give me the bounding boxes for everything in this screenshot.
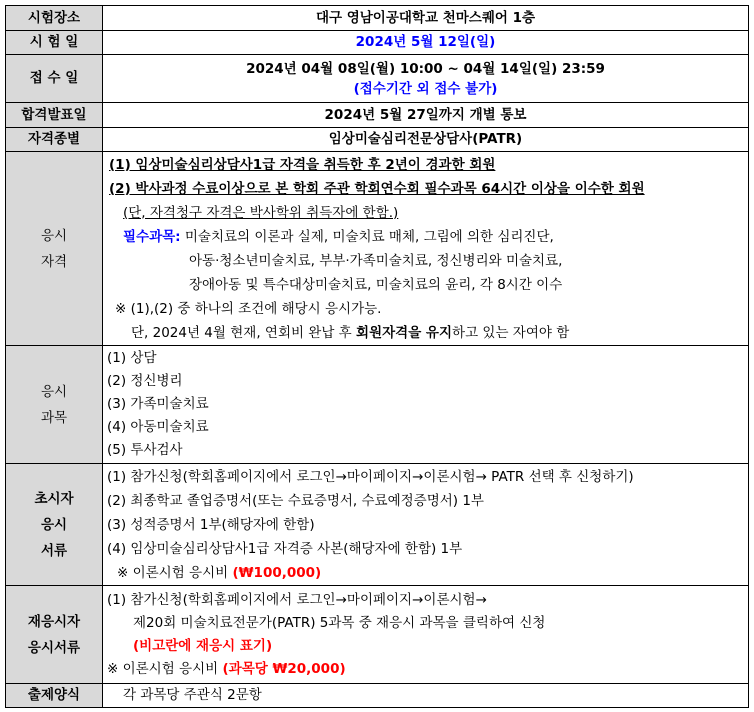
- first-doc-item: (3) 성적증명서 1부(해당자에 한함): [107, 516, 315, 533]
- application-period: 2024년 04월 08일(월) 10:00 ~ 04월 14일(일) 23:59: [246, 60, 605, 77]
- eligibility-label-2: 자격: [40, 253, 68, 270]
- required-subjects-line-1: 미술치료의 이론과 실제, 미술치료 매체, 그림에 의한 심리진단,: [180, 228, 554, 245]
- exam-date-value: 2024년 5월 12일(일): [103, 31, 749, 55]
- required-subjects-line-2: 아동·청소년미술치료, 부부·가족미술치료, 정신병리와 미술치료,: [189, 252, 563, 269]
- eligibility-note-1: ※ (1),(2) 중 하나의 조건에 해당시 응시가능.: [115, 300, 382, 317]
- cert-type-label: 자격종별: [6, 128, 103, 152]
- required-subjects-line-3: 장애아동 및 특수대상미술치료, 미술치료의 윤리, 각 8시간 이수: [189, 276, 563, 293]
- result-value: 2024년 5월 27일까지 개별 통보: [103, 103, 749, 128]
- subjects-label-1: 응시: [40, 383, 68, 400]
- subject-item: (1) 상담: [107, 350, 157, 366]
- first-doc-item: (1) 참가신청(학회홈페이지에서 로그인→마이페이지→이론시험→ PATR 선택 후 신청하기): [107, 468, 634, 485]
- subjects-label-2: 과목: [40, 409, 68, 426]
- format-label: 출제양식: [6, 684, 103, 708]
- exam-date-label: 시 험 일: [6, 31, 103, 55]
- retake-docs-line-3: (비고란에 재응시 표기): [133, 637, 273, 654]
- eligibility-note-2-bold: 회원자격을 유지: [356, 324, 453, 341]
- application-note: (접수기간 외 접수 불가): [353, 80, 498, 97]
- retake-docs-label-2: 응시서류: [27, 639, 81, 656]
- subject-item: (2) 정신병리: [107, 373, 183, 389]
- result-label: 합격발표일: [6, 103, 103, 128]
- cert-type-value: 임상미술심리전문상담사(PATR): [103, 128, 749, 152]
- required-subjects-label: 필수과목:: [123, 228, 181, 245]
- venue-value: 대구 영남이공대학교 천마스퀘어 1층: [103, 6, 749, 31]
- application-label: 접 수 일: [6, 55, 103, 103]
- retake-docs-line-2: 제20회 미술치료전문가(PATR) 5과목 중 재응시 과목을 클릭하여 신청: [133, 614, 546, 631]
- first-doc-item: (2) 최종학교 졸업증명서(또는 수료증명서, 수료예정증명서) 1부: [107, 492, 484, 509]
- eligibility-label-1: 응시: [40, 227, 68, 244]
- first-docs-fee-label: ※ 이론시험 응시비: [117, 564, 233, 581]
- eligibility-item-2: (2) 박사과정 수료이상으로 본 학회 주관 학회연수회 필수과목 64시간 이상을 이수한 회원: [109, 180, 645, 197]
- eligibility-item-2-note: (단, 자격청구 자격은 박사학위 취득자에 한함.): [123, 204, 399, 221]
- eligibility-note-2-post: 하고 있는 자여야 함: [452, 324, 570, 341]
- retake-docs-label-1: 재응시자: [27, 613, 81, 630]
- first-docs-label-2: 응시: [40, 516, 68, 533]
- first-docs-label-1: 초시자: [34, 490, 74, 507]
- format-value: 각 과목당 주관식 2문항: [103, 684, 749, 708]
- first-docs-label-3: 서류: [40, 542, 68, 559]
- subject-item: (4) 아동미술치료: [107, 419, 209, 435]
- retake-docs-fee-value: (과목당 ₩20,000): [222, 660, 346, 677]
- retake-docs-fee-label: ※ 이론시험 응시비: [107, 660, 223, 677]
- first-docs-fee-value: (₩100,000): [232, 564, 322, 581]
- exam-info-table: [5, 5, 749, 708]
- subject-item: (5) 투사검사: [107, 442, 183, 458]
- eligibility-item-1: (1) 임상미술심리상담사1급 자격을 취득한 후 2년이 경과한 회원: [109, 156, 496, 173]
- retake-docs-line-1: (1) 참가신청(학회홈페이지에서 로그인→마이페이지→이론시험→: [107, 591, 487, 608]
- subject-item: (3) 가족미술치료: [107, 396, 209, 412]
- venue-label: 시험장소: [6, 6, 103, 31]
- eligibility-note-2-pre: 단, 2024년 4월 현재, 연회비 완납 후: [131, 324, 357, 341]
- first-doc-item: (4) 임상미술심리상담사1급 자격증 사본(해당자에 한함) 1부: [107, 540, 463, 557]
